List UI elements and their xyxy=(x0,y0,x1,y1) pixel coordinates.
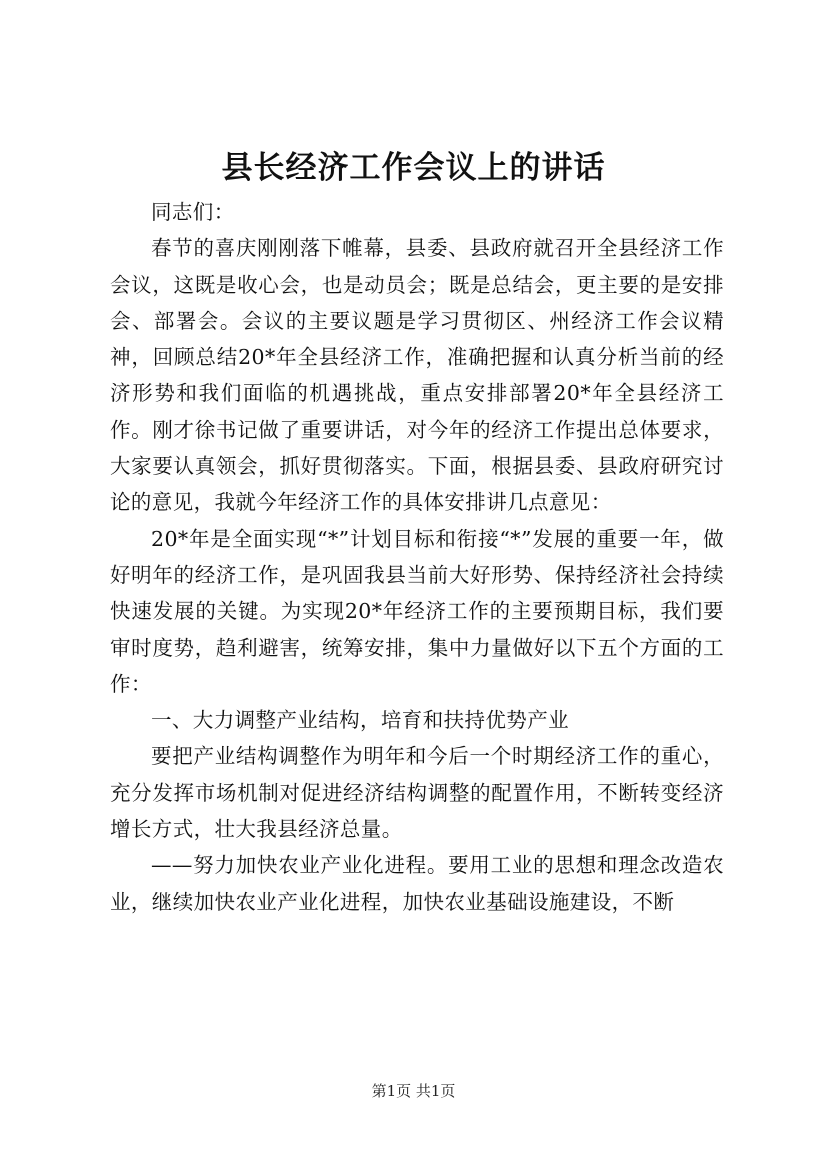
salutation-paragraph: 同志们： xyxy=(151,200,235,224)
goals-paragraph: 20*年是全面实现“*”计划目标和衔接“*”发展的重要一年，做好明年的经济工作，是巩固我县当前大好形势、保持经济社会持续快速发展的关键。为实现20*年经济工作的主要预期目标，我们要审时度势，趋利避害，统筹安排，集中力量做好以下五个方面的工作： xyxy=(110,526,724,696)
document-body xyxy=(110,194,724,920)
section-paragraph: 要把产业结构调整作为明年和今后一个时期经济工作的重心，充分发挥市场机制对促进经济结构调整的配置作用，不断转变经济增长方式，壮大我县经济总量。 xyxy=(110,744,724,842)
agriculture-paragraph: ——努力加快农业产业化进程。要用工业的思想和理念改造农业，继续加快农业产业化进程，加快农业基础设施建设，不断 xyxy=(110,853,724,914)
section-heading: 一、大力调整产业结构，培育和扶持优势产业 xyxy=(151,708,569,733)
intro-paragraph: 春节的喜庆刚刚落下帷幕，县委、县政府就召开全县经济工作会议，这既是收心会，也是动员会；既是总结会，更主要的是安排会、部署会。会议的主要议题是学习贯彻区、州经济工作会议精神，回顾总结20*年全县经济工作，准确把握和认真分析当前的经济形势和我们面临的机遇挑战，重点安排部署20*年全县经济工作。刚才徐书记做了重要讲话，对今年的经济工作提出总体要求，大家要认真领会，抓好贯彻落实。下面，根据县委、县政府研究讨论的意见，我就今年经济工作的具体安排讲几点意见： xyxy=(110,236,724,515)
document-title: 县长经济工作会议上的讲话 xyxy=(221,150,606,186)
page-number-footer: 第1页 共1页 xyxy=(371,1082,456,1100)
